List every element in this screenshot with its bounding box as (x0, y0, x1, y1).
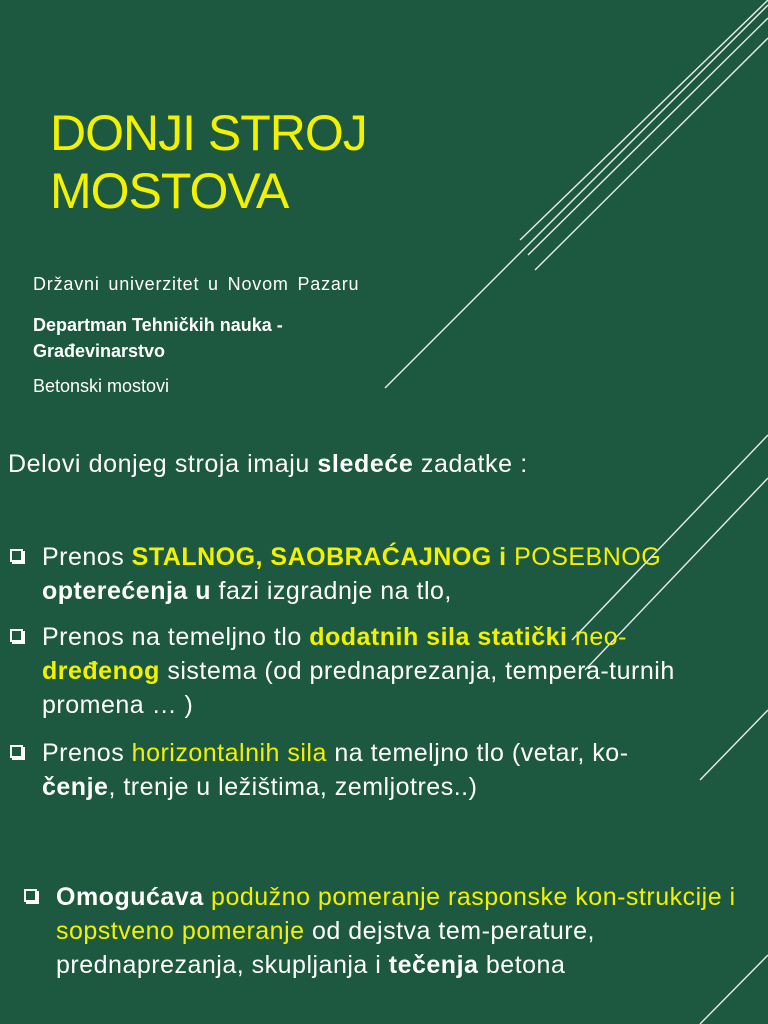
bullet-bold: opterećenja u (42, 577, 212, 605)
intro-pre: Delovi donjeg stroja imaju (8, 450, 318, 478)
bullet-part: od dejstva tem-perature, prednaprezanja, skupljanja i (56, 917, 595, 979)
bullet-highlight: dređenog (42, 657, 160, 685)
course-name: Betonski mostovi (33, 376, 170, 396)
bullet-part: Prenos (42, 739, 132, 767)
bullet-text (24, 880, 744, 982)
department-bold: Departman Tehničkih nauka (33, 315, 272, 335)
department-dash: - (271, 315, 283, 335)
university-name: Državni univerzitet u Novom Pazaru (33, 274, 360, 294)
bullet-bold: tečenja (388, 951, 479, 979)
checkbox-bullet-icon (10, 629, 23, 642)
checkbox-bullet-icon (24, 889, 37, 902)
bullet-highlight: podužno pomeranje rasponske kon-strukcije i sopstveno pomeranje (56, 883, 736, 945)
bullet-part: fazi izgradnje na tlo, (211, 577, 452, 605)
bullet-bold: čenje (42, 773, 109, 801)
bullet-highlight: POSEBNOG (506, 543, 662, 571)
bullet-part: betona (478, 951, 566, 979)
bullet-highlight: horizontalnih sila (131, 739, 327, 767)
intro-sentence (8, 450, 528, 479)
bullet-highlight: dodatnih sila statički (309, 623, 568, 651)
intro-post: zadatke : (413, 450, 528, 478)
department-name (33, 312, 283, 364)
bullet-highlight: STALNOG, SAOBRAĆAJNOG i (131, 543, 507, 571)
bullet-item-2 (10, 620, 740, 722)
bullet-highlight: neo- (567, 623, 627, 651)
bullet-item-1 (10, 540, 740, 608)
bullet-part: sistema (od prednaprezanja, tempera-turnih promena … ) (42, 657, 675, 719)
title-line-2: MOSTOVA (50, 163, 289, 219)
bullet-part: na temeljno tlo (vetar, ko- (326, 739, 629, 767)
bullet-item-3 (10, 736, 740, 804)
bullet-part: Prenos (42, 543, 132, 571)
bullet-text (10, 540, 740, 608)
checkbox-bullet-icon (10, 745, 23, 758)
bullet-bold: Omogućava (56, 883, 204, 911)
checkbox-bullet-icon (10, 549, 23, 562)
title-line-1: DONJI STROJ (50, 105, 367, 161)
bullet-part: Prenos na temeljno tlo (42, 623, 310, 651)
slide-title (50, 104, 367, 220)
bullet-item-4 (24, 880, 744, 982)
bullet-text (10, 620, 740, 722)
bullet-text (10, 736, 740, 804)
bullet-part: , trenje u ležištima, zemljotres..) (108, 773, 478, 801)
intro-bold: sledeće (317, 450, 414, 478)
department-line2: Građevinarstvo (33, 341, 166, 361)
